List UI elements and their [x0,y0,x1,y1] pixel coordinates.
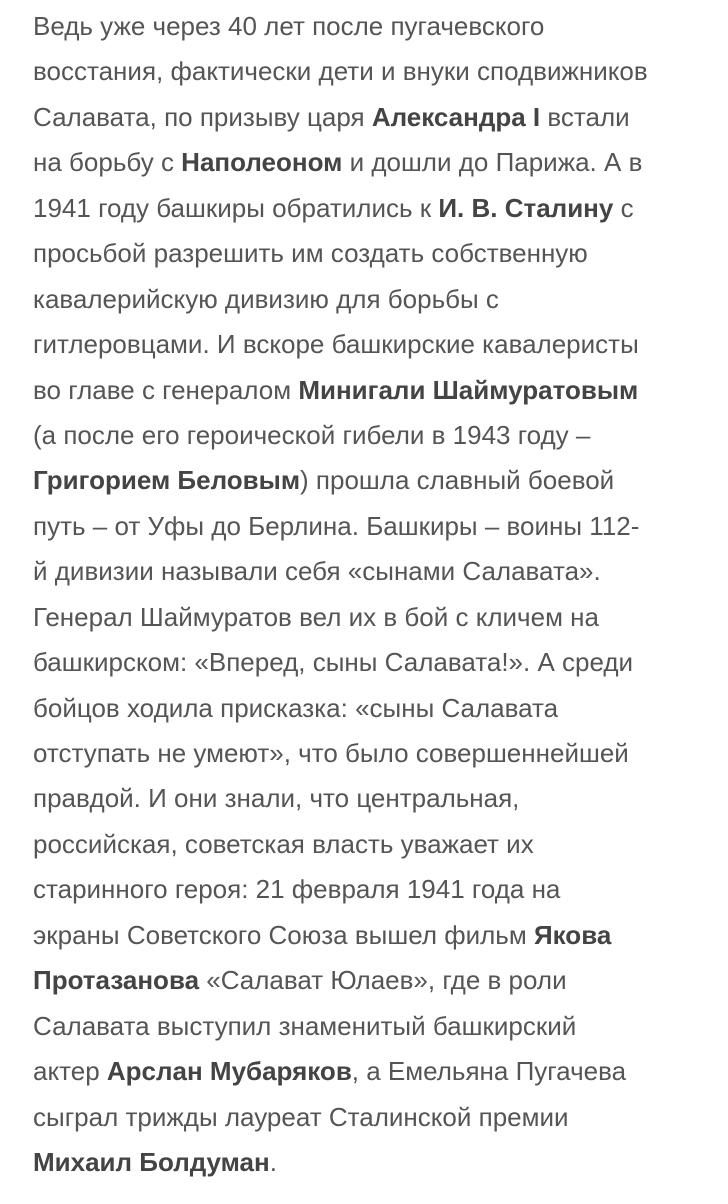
text-segment: 1941 году башкиры обратились к [33,192,439,223]
text-segment: во главе с генералом [33,374,299,405]
bold-name: Михаил Болдуман [33,1146,270,1177]
text-line [33,867,714,912]
text-segment: встали [540,101,630,132]
text-segment: сыграл трижды лауреат Сталинской премии [33,1101,569,1132]
bold-name: Григорием Беловым [33,465,301,496]
text-segment: кавалерийскую дивизию для борьбы с [33,283,499,314]
text-line [33,504,714,549]
text-segment: башкирском: «Вперед, сыны Салавата!». А среди [33,647,634,678]
bold-name: Минигали Шаймуратовым [298,374,639,405]
text-line [33,413,714,458]
text-segment: старинного героя: 21 февраля 1941 года на [33,874,561,905]
text-segment: (а после его героической гибели в 1943 году – [33,419,591,450]
bold-name: И. В. Сталину [438,192,614,223]
text-segment: «Салават Юлаев», где в роли [199,965,567,996]
text-segment: гитлеровцами. И вскоре башкирские кавалеристы [33,329,639,360]
text-segment: ) прошла славный боевой [300,465,615,496]
text-line [33,822,714,867]
bold-name: Якова [533,919,612,950]
bold-name: Арслан Мубаряков [106,1056,352,1087]
text-segment: отступать не умеют», что было совершеннейшей [33,738,629,768]
text-line [33,958,714,1003]
text-line [33,1004,714,1049]
text-segment: правдой. И они знали, что центральная, [33,783,520,814]
text-line [33,731,714,776]
bold-name: Протазанова [33,965,200,996]
text-line [33,686,714,731]
text-segment: й дивизии называли себя «сынами Салавата». [33,556,601,587]
text-segment: с [613,192,634,223]
text-segment: Салавата, по призыву царя [33,101,372,132]
text-line [33,49,714,94]
text-line [33,95,714,140]
text-line [33,368,714,413]
text-segment: . [269,1146,277,1177]
text-segment: просьбой разрешить им создать собственную [33,238,588,269]
text-segment: восстания, фактически дети и внуки сподвижников [33,56,648,87]
text-line [33,776,714,821]
text-segment: экраны Советского Союза вышел фильм [33,919,534,950]
text-line [33,231,714,276]
text-segment: российская, советская власть уважает их [33,828,534,859]
text-line [33,549,714,594]
text-line [33,913,714,958]
bold-name: Наполеоном [181,147,343,178]
text-line [33,1049,714,1094]
text-line [33,322,714,367]
text-line [33,1140,714,1185]
text-segment: актер [33,1056,107,1087]
bold-name: Александра I [371,101,541,132]
text-line [33,140,714,185]
text-segment: Ведь уже через 40 лет после пугачевского [33,11,545,41]
text-line [33,186,714,231]
text-line [33,277,714,322]
text-segment: путь – от Уфы до Берлина. Башкиры – воины 112- [33,510,640,541]
text-segment: Генерал Шаймуратов вел их в бой с кличем на [33,601,599,632]
text-segment: на борьбу с [33,147,182,178]
text-segment: и дошли до Парижа. А в [342,147,643,178]
text-segment: Салавата выступил знаменитый башкирский [33,1010,577,1041]
text-line [33,595,714,640]
text-line [33,4,714,49]
text-line [33,640,714,685]
text-line [33,1095,714,1140]
text-segment: бойцов ходила присказка: «сыны Салавата [33,692,559,723]
text-line [33,458,714,503]
article-text [0,4,728,1204]
text-segment: , а Емельяна Пугачева [351,1056,627,1087]
